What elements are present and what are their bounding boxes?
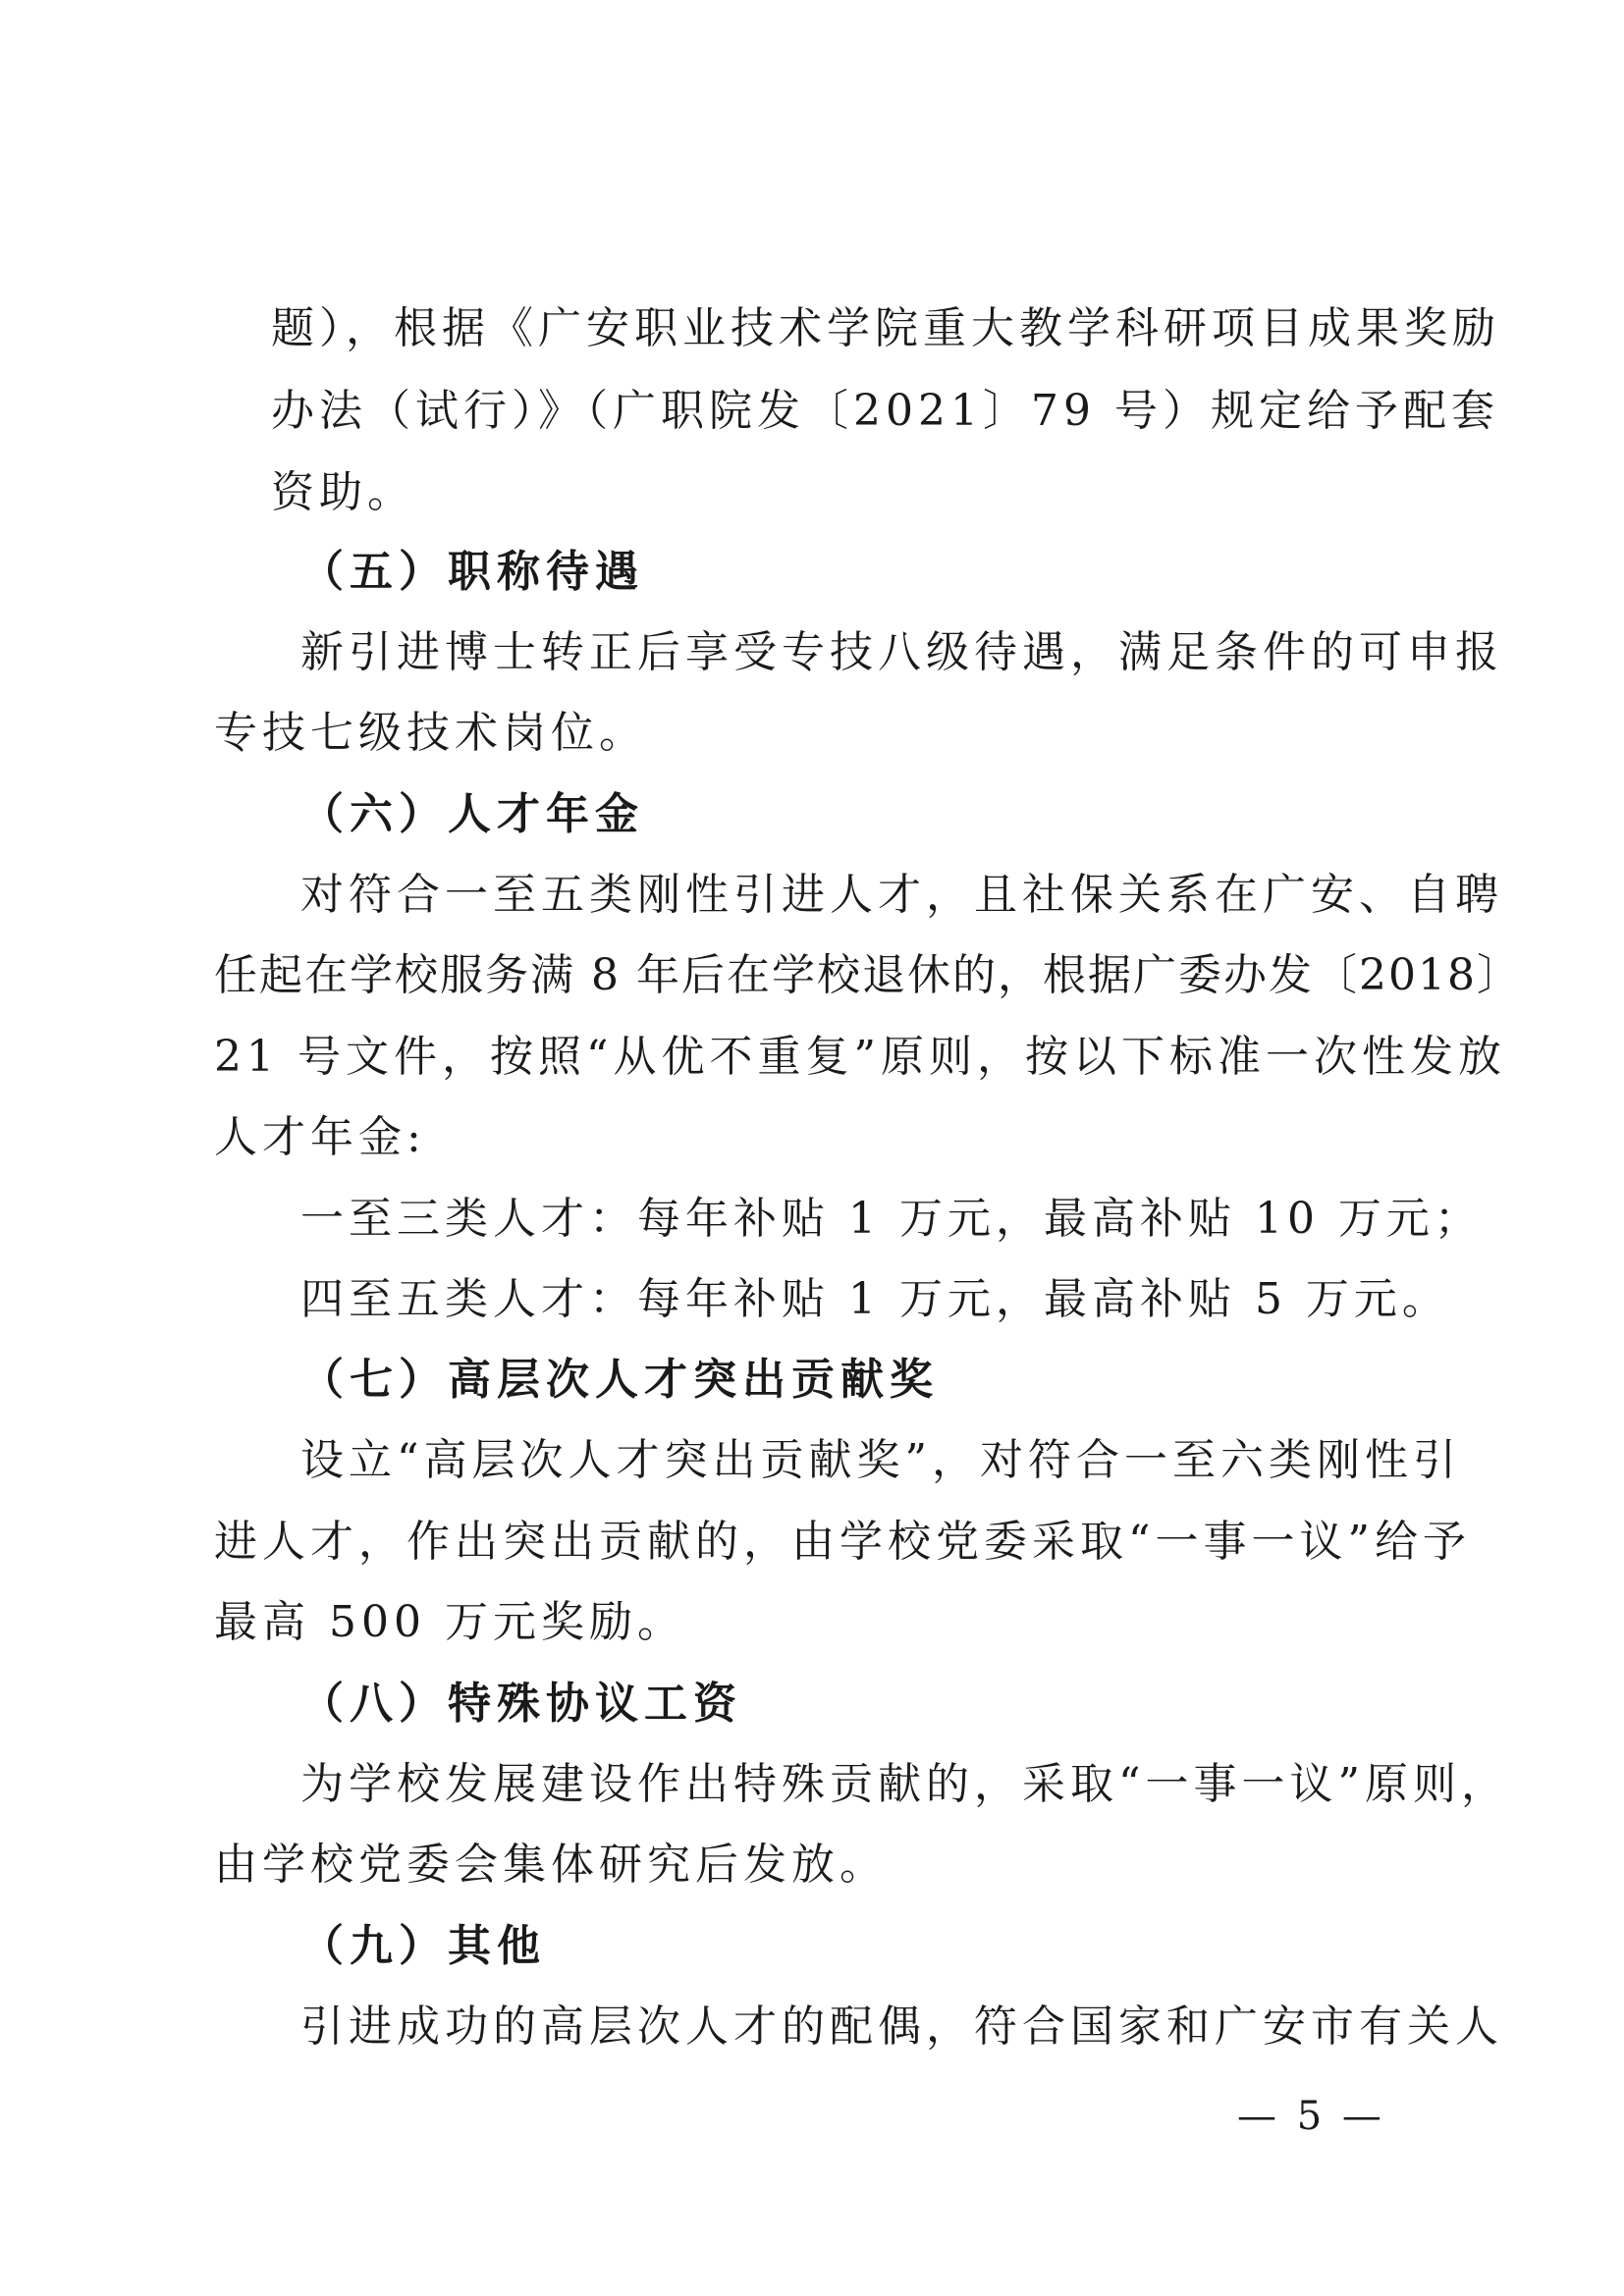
section-heading-9: （九）其他	[300, 1921, 546, 1971]
section-heading-8: （八）特殊协议工资	[300, 1679, 742, 1729]
section-heading-5: （五）职称待遇	[300, 547, 644, 597]
section-heading-6: （六）人才年金	[300, 789, 644, 839]
paragraph-line: 题），根据《广安职业技术学院重大教学科研项目成果奖励	[271, 303, 1500, 353]
page-number: — 5 —	[1237, 2094, 1385, 2139]
paragraph-line: 人才年金:	[214, 1112, 426, 1162]
paragraph-line: 专技七级技术岗位。	[214, 708, 647, 758]
paragraph-line: 一至三类人才：每年补贴 1 万元，最高补贴 10 万元；	[300, 1194, 1483, 1244]
paragraph-line: 为学校发展建设作出特殊贡献的，采取“一事一议”原则，	[300, 1759, 1509, 1809]
paragraph-line: 最高 500 万元奖励。	[214, 1597, 685, 1647]
paragraph-line: 引进成功的高层次人才的配偶，符合国家和广安市有关人	[300, 2002, 1503, 2052]
paragraph-line: 进人才，作出突出贡献的，由学校党委采取“一事一议”给予	[214, 1517, 1471, 1567]
paragraph-line: 21 号文件，按照“从优不重复”原则，按以下标准一次性发放	[214, 1032, 1506, 1082]
paragraph-line: 设立“高层次人才突出贡献奖”，对符合一至六类刚性引	[300, 1435, 1461, 1485]
paragraph-line: 办法（试行）》（广职院发〔2021〕79 号）规定给予配套	[271, 386, 1499, 436]
paragraph-line: 资助。	[271, 467, 415, 517]
paragraph-line: 对符合一至五类刚性引进人才，且社保关系在广安、自聘	[300, 870, 1503, 920]
paragraph-line: 任起在学校服务满 8 年后在学校退休的，根据广委办发〔2018〕	[214, 950, 1522, 1000]
paragraph-line: 新引进博士转正后享受专技八级待遇，满足条件的可申报	[300, 627, 1503, 677]
paragraph-line: 四至五类人才：每年补贴 1 万元，最高补贴 5 万元。	[300, 1274, 1450, 1324]
section-heading-7: （七）高层次人才突出贡献奖	[300, 1355, 939, 1405]
paragraph-line: 由学校党委会集体研究后发放。	[214, 1840, 888, 1890]
